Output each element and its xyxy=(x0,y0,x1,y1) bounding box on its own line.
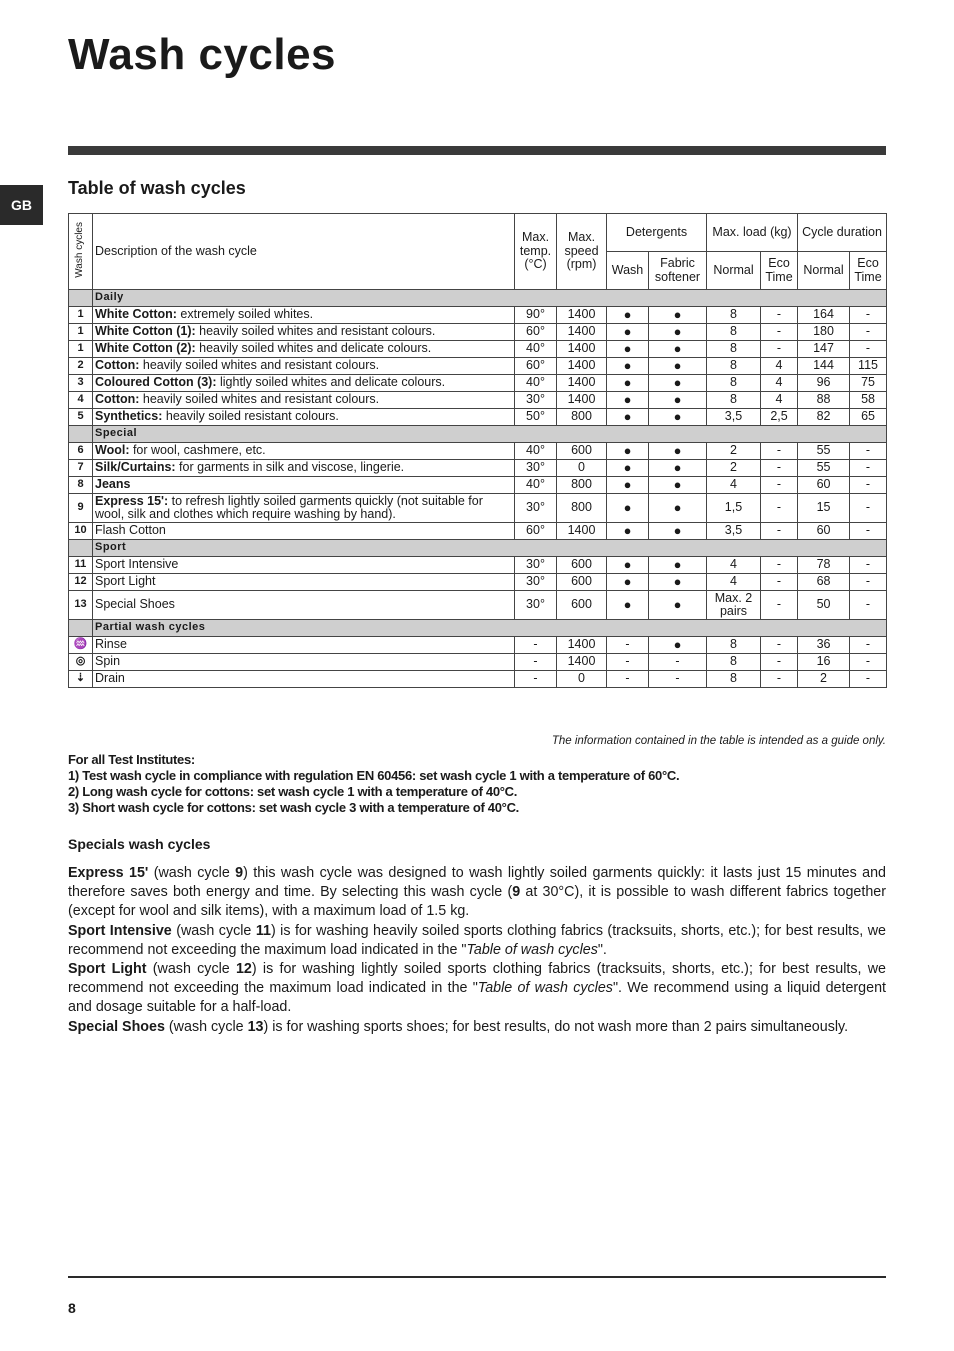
max-load-eco-cell: - xyxy=(761,637,798,654)
fabric-softener-cell: ● xyxy=(649,494,707,523)
max-load-eco-cell: - xyxy=(761,557,798,574)
cycle-detail: Rinse xyxy=(95,637,127,652)
cycle-description xyxy=(93,637,515,654)
max-load-eco-cell: 4 xyxy=(761,358,798,375)
test-item: 3) Short wash cycle for cottons: set wash cycle 3 with a temperature of 40°C. xyxy=(68,800,519,815)
duration-normal-cell: 82 xyxy=(798,409,850,426)
max-speed-cell: 800 xyxy=(557,477,607,494)
duration-normal-cell: 180 xyxy=(798,324,850,341)
duration-eco-cell: - xyxy=(850,591,887,620)
max-load-normal-cell: 8 xyxy=(707,637,761,654)
fabric-softener-cell: ● xyxy=(649,341,707,358)
max-temp-cell: - xyxy=(515,637,557,654)
specials-heading: Specials wash cycles xyxy=(68,836,211,852)
max-load-normal-cell: 4 xyxy=(707,557,761,574)
duration-normal-cell: 55 xyxy=(798,443,850,460)
fabric-softener-cell: ● xyxy=(649,460,707,477)
test-item: 2) Long wash cycle for cottons: set wash cycle 1 with a temperature of 40°C. xyxy=(68,784,518,799)
cycle-detail: heavily soiled whites and delicate colours. xyxy=(195,341,432,356)
specials-text xyxy=(68,864,886,1037)
cycle-number: 11 xyxy=(69,557,93,574)
table-row xyxy=(69,460,887,477)
max-load-eco-cell: - xyxy=(761,523,798,540)
max-speed-cell: 1400 xyxy=(557,654,607,671)
fabric-softener-cell: ● xyxy=(649,557,707,574)
cycle-description xyxy=(93,392,515,409)
cycle-name: Express 15': xyxy=(95,493,169,508)
table-title: Table of wash cycles xyxy=(68,178,246,198)
table-row xyxy=(69,358,887,375)
max-load-normal-cell: 3,5 xyxy=(707,409,761,426)
max-temp-cell: 40° xyxy=(515,375,557,392)
max-load-eco-cell: - xyxy=(761,591,798,620)
duration-eco-cell: - xyxy=(850,477,887,494)
cycle-description xyxy=(93,574,515,591)
max-load-normal-cell: 8 xyxy=(707,324,761,341)
cycle-detail: to refresh lightly soiled garments quickly (not suitable for wool, silk and clothes which require washing by hand). xyxy=(95,493,483,521)
section-row xyxy=(69,290,887,307)
cycle-detail: heavily soiled whites and resistant colours. xyxy=(139,392,380,407)
max-temp-cell: 30° xyxy=(515,460,557,477)
duration-eco-cell: 65 xyxy=(850,409,887,426)
max-load-normal-cell: 8 xyxy=(707,392,761,409)
header-max-speed: Max. speed (rpm) xyxy=(557,214,607,290)
sport-intensive-paragraph: Sport Intensive (wash cycle 11) is for washing heavily soiled sports clothing fabrics (tracksuits, shorts, etc.); for best results, we recommend not exceeding the maximum load indicated in the "Table of wash cycles". xyxy=(68,922,887,958)
duration-eco-cell: - xyxy=(850,460,887,477)
section-title: Partial wash cycles xyxy=(93,620,887,637)
fabric-softener-cell: ● xyxy=(649,409,707,426)
max-load-normal-cell: 3,5 xyxy=(707,523,761,540)
table-note: The information contained in the table is intended as a guide only. xyxy=(551,735,886,747)
duration-eco-cell: - xyxy=(850,307,887,324)
express-paragraph: Express 15' (wash cycle 9) this wash cycle was designed to wash lightly soiled garments quickly: it lasts just 15 minutes and therefore saves both energy and time. By selecting this wash cycle (9 at 30°C), it is possible to wash different fabrics together (except for wool and silk items), with a maximum load of 1.5 kg. xyxy=(68,865,886,920)
cycle-description xyxy=(93,557,515,574)
cycle-detail: heavily soiled whites and resistant colours. xyxy=(195,324,436,339)
cycle-name: White Cotton (1): xyxy=(95,324,196,339)
cycle-number: 7 xyxy=(69,460,93,477)
duration-normal-cell: 15 xyxy=(798,494,850,523)
cycle-detail: heavily soiled resistant colours. xyxy=(162,409,339,424)
table-row xyxy=(69,654,887,671)
max-load-eco-cell: - xyxy=(761,574,798,591)
sport-light-paragraph: Sport Light (wash cycle 12) is for washing lightly soiled sports clothing fabrics (tracksuits, shorts, etc.); for best results, we recommend not exceeding the maximum load indicated in the "Table of wash cycles". We recommend using a liquid detergent and dosage suitable for a half-load. xyxy=(68,961,886,1016)
duration-eco-cell: - xyxy=(850,494,887,523)
max-load-normal-cell: 4 xyxy=(707,477,761,494)
max-temp-cell: 40° xyxy=(515,341,557,358)
duration-normal-cell: 60 xyxy=(798,477,850,494)
wash-detergent-cell: ● xyxy=(607,324,649,341)
wash-detergent-cell: ● xyxy=(607,443,649,460)
max-speed-cell: 1400 xyxy=(557,307,607,324)
cycle-description xyxy=(93,324,515,341)
cycle-number: 1 xyxy=(69,324,93,341)
cycle-detail: for wool, cashmere, etc. xyxy=(129,443,266,458)
duration-normal-cell: 16 xyxy=(798,654,850,671)
max-load-eco-cell: - xyxy=(761,654,798,671)
duration-normal-cell: 88 xyxy=(798,392,850,409)
test-institutes-heading: For all Test Institutes: xyxy=(68,752,195,767)
max-speed-cell: 800 xyxy=(557,494,607,523)
spin-icon xyxy=(69,654,93,671)
cycle-description xyxy=(93,477,515,494)
cycle-description xyxy=(93,307,515,324)
duration-eco-cell: - xyxy=(850,443,887,460)
duration-normal-cell: 55 xyxy=(798,460,850,477)
max-temp-cell: 30° xyxy=(515,494,557,523)
cycle-number: 12 xyxy=(69,574,93,591)
cycle-number: 2 xyxy=(69,358,93,375)
fabric-softener-cell: ● xyxy=(649,375,707,392)
header-load-normal: Normal xyxy=(707,252,761,290)
max-temp-cell: 40° xyxy=(515,477,557,494)
fabric-softener-cell: - xyxy=(649,671,707,688)
max-temp-cell: 60° xyxy=(515,358,557,375)
max-load-normal-cell: 8 xyxy=(707,307,761,324)
section-row xyxy=(69,426,887,443)
max-load-eco-cell: - xyxy=(761,671,798,688)
max-speed-cell: 1400 xyxy=(557,358,607,375)
wash-detergent-cell: ● xyxy=(607,392,649,409)
wash-detergent-cell: - xyxy=(607,671,649,688)
page-title: Wash cycles xyxy=(68,30,337,79)
wash-detergent-cell: ● xyxy=(607,523,649,540)
table-row xyxy=(69,341,887,358)
duration-normal-cell: 50 xyxy=(798,591,850,620)
section-title: Daily xyxy=(93,290,887,307)
spin-icon-glyph: ◎ xyxy=(75,655,86,668)
drain-icon xyxy=(69,671,93,688)
cycle-description xyxy=(93,409,515,426)
max-load-normal-cell: 2 xyxy=(707,443,761,460)
wash-detergent-cell: ● xyxy=(607,341,649,358)
cycle-detail: extremely soiled whites. xyxy=(176,307,314,322)
cycle-description xyxy=(93,494,515,523)
cycle-number: 8 xyxy=(69,477,93,494)
duration-eco-cell: - xyxy=(850,324,887,341)
table-row xyxy=(69,494,887,523)
max-speed-cell: 0 xyxy=(557,460,607,477)
max-speed-cell: 1400 xyxy=(557,324,607,341)
cycle-description xyxy=(93,460,515,477)
duration-eco-cell: - xyxy=(850,637,887,654)
fabric-softener-cell: ● xyxy=(649,307,707,324)
cycle-number: 9 xyxy=(69,494,93,523)
cycle-name: White Cotton: xyxy=(95,307,177,322)
duration-eco-cell: - xyxy=(850,654,887,671)
cycle-number: 6 xyxy=(69,443,93,460)
max-speed-cell: 600 xyxy=(557,557,607,574)
table-row xyxy=(69,477,887,494)
wash-detergent-cell: ● xyxy=(607,307,649,324)
wash-detergent-cell: ● xyxy=(607,494,649,523)
cycle-name: Wool: xyxy=(95,443,130,458)
max-load-normal-cell: 2 xyxy=(707,460,761,477)
cycle-description xyxy=(93,654,515,671)
wash-detergent-cell: ● xyxy=(607,557,649,574)
cycle-detail: heavily soiled whites and resistant colours. xyxy=(139,358,380,373)
table-row xyxy=(69,443,887,460)
max-load-eco-cell: - xyxy=(761,494,798,523)
section-row xyxy=(69,620,887,637)
max-load-eco-cell: - xyxy=(761,460,798,477)
duration-normal-cell: 144 xyxy=(798,358,850,375)
cycle-name: Cotton: xyxy=(95,392,140,407)
max-load-eco-cell: 4 xyxy=(761,375,798,392)
cycle-name: Synthetics: xyxy=(95,409,163,424)
wash-detergent-cell: - xyxy=(607,637,649,654)
fabric-softener-cell: ● xyxy=(649,324,707,341)
test-institutes xyxy=(68,752,679,816)
duration-normal-cell: 2 xyxy=(798,671,850,688)
cycle-number: 5 xyxy=(69,409,93,426)
max-load-eco-cell: - xyxy=(761,477,798,494)
duration-normal-cell: 78 xyxy=(798,557,850,574)
cycle-number: 13 xyxy=(69,591,93,620)
table-row xyxy=(69,637,887,654)
cycle-description xyxy=(93,443,515,460)
section-blank-cell xyxy=(69,620,93,637)
table-row xyxy=(69,591,887,620)
table-body xyxy=(69,290,887,688)
max-speed-cell: 1400 xyxy=(557,637,607,654)
max-speed-cell: 1400 xyxy=(557,341,607,358)
duration-normal-cell: 36 xyxy=(798,637,850,654)
duration-eco-cell: - xyxy=(850,671,887,688)
fabric-softener-cell: ● xyxy=(649,591,707,620)
duration-eco-cell: 58 xyxy=(850,392,887,409)
section-title: Sport xyxy=(93,540,887,557)
language-tab: GB xyxy=(0,185,43,225)
page-number: 8 xyxy=(68,1300,76,1316)
rinse-icon-glyph: ♒ xyxy=(73,638,88,651)
cycle-detail: lightly soiled whites and delicate colours. xyxy=(216,375,446,390)
cycle-name: White Cotton (2): xyxy=(95,341,196,356)
cycle-name: Jeans xyxy=(95,477,131,492)
wash-detergent-cell: ● xyxy=(607,409,649,426)
wash-detergent-cell: ● xyxy=(607,375,649,392)
max-load-eco-cell: 2,5 xyxy=(761,409,798,426)
max-load-normal-cell: 8 xyxy=(707,654,761,671)
max-temp-cell: 50° xyxy=(515,409,557,426)
cycle-name: Coloured Cotton (3): xyxy=(95,375,217,390)
header-max-load: Max. load (kg) xyxy=(707,214,798,252)
cycle-number: 1 xyxy=(69,307,93,324)
cycle-detail: Sport Intensive xyxy=(95,557,179,572)
max-temp-cell: 30° xyxy=(515,557,557,574)
duration-eco-cell: - xyxy=(850,557,887,574)
max-load-eco-cell: - xyxy=(761,341,798,358)
section-blank-cell xyxy=(69,290,93,307)
cycle-detail: Sport Light xyxy=(95,574,156,589)
max-speed-cell: 600 xyxy=(557,443,607,460)
max-temp-cell: - xyxy=(515,671,557,688)
fabric-softener-cell: ● xyxy=(649,392,707,409)
wash-detergent-cell: ● xyxy=(607,477,649,494)
duration-eco-cell: - xyxy=(850,341,887,358)
max-load-eco-cell: 4 xyxy=(761,392,798,409)
wash-detergent-cell: ● xyxy=(607,460,649,477)
cycle-number: 1 xyxy=(69,341,93,358)
drain-icon-glyph: ⇣ xyxy=(75,672,86,685)
duration-normal-cell: 147 xyxy=(798,341,850,358)
fabric-softener-cell: ● xyxy=(649,574,707,591)
cycle-description xyxy=(93,341,515,358)
cycle-detail: Flash Cotton xyxy=(95,523,166,538)
table-row xyxy=(69,557,887,574)
max-speed-cell: 600 xyxy=(557,574,607,591)
test-item: 1) Test wash cycle in compliance with regulation EN 60456: set wash cycle 1 with a temperature of 60°C. xyxy=(68,768,680,783)
max-load-normal-cell: 8 xyxy=(707,341,761,358)
fabric-softener-cell: ● xyxy=(649,637,707,654)
table-row xyxy=(69,523,887,540)
cycle-number: 3 xyxy=(69,375,93,392)
fabric-softener-cell: ● xyxy=(649,358,707,375)
rinse-icon xyxy=(69,637,93,654)
header-detergents: Detergents xyxy=(607,214,707,252)
max-load-normal-cell: 8 xyxy=(707,671,761,688)
max-temp-cell: 30° xyxy=(515,591,557,620)
max-load-normal-cell: 8 xyxy=(707,358,761,375)
header-cycle-duration: Cycle duration xyxy=(798,214,887,252)
duration-eco-cell: 75 xyxy=(850,375,887,392)
header-duration-eco-time: Eco Time xyxy=(850,252,887,290)
cycle-name: Cotton: xyxy=(95,358,140,373)
cycle-description xyxy=(93,375,515,392)
header-wash: Wash xyxy=(607,252,649,290)
max-speed-cell: 1400 xyxy=(557,523,607,540)
header-load-eco-time: Eco Time xyxy=(761,252,798,290)
wash-detergent-cell: - xyxy=(607,654,649,671)
max-speed-cell: 600 xyxy=(557,591,607,620)
max-load-normal-cell: Max. 2 pairs xyxy=(707,591,761,620)
duration-normal-cell: 68 xyxy=(798,574,850,591)
duration-normal-cell: 96 xyxy=(798,375,850,392)
table-row xyxy=(69,574,887,591)
fabric-softener-cell: ● xyxy=(649,443,707,460)
table-row xyxy=(69,671,887,688)
cycle-number: 10 xyxy=(69,523,93,540)
table-row xyxy=(69,375,887,392)
cycle-description xyxy=(93,358,515,375)
max-speed-cell: 0 xyxy=(557,671,607,688)
max-load-eco-cell: - xyxy=(761,324,798,341)
max-temp-cell: - xyxy=(515,654,557,671)
footer-rule xyxy=(68,1276,886,1278)
duration-eco-cell: - xyxy=(850,523,887,540)
max-temp-cell: 60° xyxy=(515,324,557,341)
wash-detergent-cell: ● xyxy=(607,358,649,375)
cycle-description xyxy=(93,591,515,620)
max-load-normal-cell: 8 xyxy=(707,375,761,392)
max-temp-cell: 90° xyxy=(515,307,557,324)
max-load-eco-cell: - xyxy=(761,307,798,324)
header-rule xyxy=(68,146,886,155)
section-row xyxy=(69,540,887,557)
cycle-detail: for garments in silk and viscose, lingerie. xyxy=(175,460,405,475)
max-temp-cell: 30° xyxy=(515,574,557,591)
fabric-softener-cell: - xyxy=(649,654,707,671)
fabric-softener-cell: ● xyxy=(649,477,707,494)
cycle-detail: Spin xyxy=(95,654,121,669)
max-load-normal-cell: 4 xyxy=(707,574,761,591)
duration-normal-cell: 60 xyxy=(798,523,850,540)
table-row xyxy=(69,307,887,324)
duration-eco-cell: - xyxy=(850,574,887,591)
header-wash-cycles: Wash cycles xyxy=(69,214,93,290)
cycle-number: 4 xyxy=(69,392,93,409)
max-speed-cell: 1400 xyxy=(557,375,607,392)
section-blank-cell xyxy=(69,540,93,557)
wash-detergent-cell: ● xyxy=(607,591,649,620)
header-fabric-softener: Fabric softener xyxy=(649,252,707,290)
max-load-normal-cell: 1,5 xyxy=(707,494,761,523)
cycle-description xyxy=(93,671,515,688)
section-blank-cell xyxy=(69,426,93,443)
duration-normal-cell: 164 xyxy=(798,307,850,324)
max-speed-cell: 1400 xyxy=(557,392,607,409)
cycle-detail: Drain xyxy=(95,671,125,686)
max-speed-cell: 800 xyxy=(557,409,607,426)
max-temp-cell: 40° xyxy=(515,443,557,460)
header-duration-normal: Normal xyxy=(798,252,850,290)
cycle-detail: Special Shoes xyxy=(95,597,175,612)
table-row xyxy=(69,409,887,426)
header-description: Description of the wash cycle xyxy=(93,214,515,290)
wash-cycles-table xyxy=(68,213,887,688)
duration-eco-cell: 115 xyxy=(850,358,887,375)
table-row xyxy=(69,324,887,341)
max-temp-cell: 60° xyxy=(515,523,557,540)
cycle-description xyxy=(93,523,515,540)
section-title: Special xyxy=(93,426,887,443)
max-load-eco-cell: - xyxy=(761,443,798,460)
header-max-temp: Max. temp. (°C) xyxy=(515,214,557,290)
special-shoes-paragraph: Special Shoes (wash cycle 13) is for washing sports shoes; for best results, do not wash more than 2 pairs simultaneously. xyxy=(68,1018,849,1035)
table-row xyxy=(69,392,887,409)
fabric-softener-cell: ● xyxy=(649,523,707,540)
wash-detergent-cell: ● xyxy=(607,574,649,591)
max-temp-cell: 30° xyxy=(515,392,557,409)
cycle-name: Silk/Curtains: xyxy=(95,460,176,475)
